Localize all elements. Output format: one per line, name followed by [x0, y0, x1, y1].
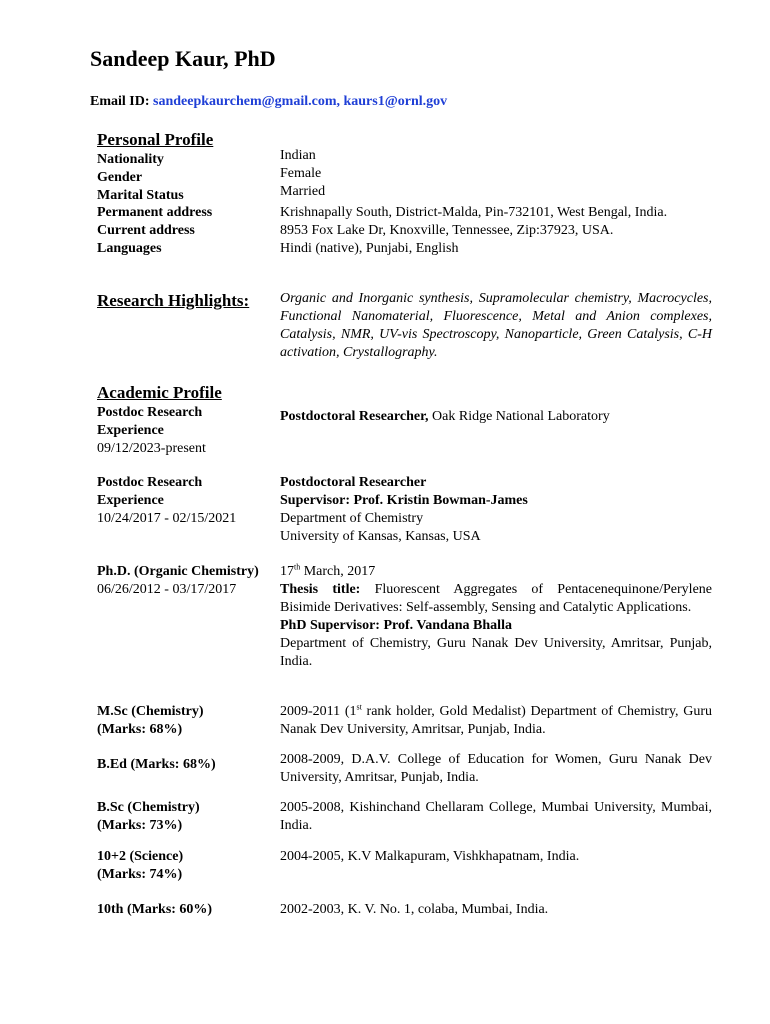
postdoc-ornl-dates: 09/12/2023-present — [97, 441, 206, 456]
tenth-text: 2002-2003, K. V. No. 1, colaba, Mumbai, India. — [280, 902, 549, 917]
msc-label: M.Sc (Chemistry) — [97, 704, 204, 719]
profile-value-gender: Female — [280, 166, 322, 181]
academic-profile-title: Academic Profile — [97, 383, 222, 402]
phd-date-day: 17 — [280, 564, 294, 579]
postdoc-kansas-left — [97, 474, 267, 528]
msc-text-a: 2009-2011 (1 — [280, 704, 357, 719]
postdoc-ornl-label: Postdoc Research Experience — [97, 405, 203, 438]
phd-right — [280, 563, 712, 671]
postdoc-ornl-left — [97, 404, 267, 458]
personal-profile-title: Personal Profile — [97, 130, 214, 149]
bsc-text: 2005-2008, Kishinchand Chellaram College, Mumbai University, Mumbai, India. — [280, 800, 712, 833]
twelfth-marks: (Marks: 74%) — [97, 867, 183, 882]
msc-text-b: rank holder, Gold Medalist) Department of Chemistry, Guru Nanak Dev University, Amritsar, Punjab, India. — [280, 704, 712, 737]
profile-label-marital-status: Marital Status — [97, 188, 184, 203]
phd-supervisor: PhD Supervisor: Prof. Vandana Bhalla — [280, 618, 512, 633]
tenth-label: 10th (Marks: 60%) — [97, 902, 213, 917]
msc-marks: (Marks: 68%) — [97, 722, 183, 737]
profile-value-marital-status: Married — [280, 184, 326, 199]
phd-date-rest: March, 2017 — [300, 564, 376, 579]
bed-label: B.Ed (Marks: 68%) — [97, 757, 216, 772]
bed-text: 2008-2009, D.A.V. College of Education for Women, Guru Nanak Dev University, Amritsar, Punjab, India. — [280, 752, 712, 785]
phd-left — [97, 563, 267, 599]
phd-completion-date — [280, 563, 712, 581]
phd-dept: Department of Chemistry, Guru Nanak Dev University, Amritsar, Punjab, India. — [280, 636, 712, 669]
research-highlights-text: Organic and Inorganic synthesis, Supramolecular chemistry, Macrocycles, Functional Nanomaterial, Fluorescence, Metal and Anion complexes, Catalysis, NMR, UV-vis Spectroscopy, Nanoparticle, Green Catalysis, C-H activation, Crystallography. — [280, 291, 712, 360]
phd-label: Ph.D. (Organic Chemistry) — [97, 564, 259, 579]
postdoc-ornl-right — [280, 408, 712, 426]
msc-text-sup: st — [356, 702, 362, 712]
email-links[interactable]: sandeepkaurchem@gmail.com, kaurs1@ornl.gov — [153, 94, 448, 109]
profile-label-languages: Languages — [97, 241, 162, 256]
profile-value-languages: Hindi (native), Punjabi, English — [280, 241, 459, 256]
profile-label-permanent-address: Permanent address — [97, 205, 213, 220]
profile-label-current-address: Current address — [97, 223, 195, 238]
profile-label-gender: Gender — [97, 170, 143, 185]
postdoc-kansas-dates: 10/24/2017 - 02/15/2021 — [97, 511, 237, 526]
postdoc-kansas-supervisor: Supervisor: Prof. Kristin Bowman-James — [280, 493, 528, 508]
email-label: Email ID: — [90, 94, 150, 109]
twelfth-label: 10+2 (Science) — [97, 849, 184, 864]
postdoc-ornl-role: Postdoctoral Researcher, — [280, 409, 429, 424]
twelfth-text: 2004-2005, K.V Malkapuram, Vishkhapatnam, India. — [280, 849, 580, 864]
phd-thesis — [280, 581, 712, 617]
bsc-label: B.Sc (Chemistry) — [97, 800, 200, 815]
bsc-left — [97, 799, 267, 835]
research-highlights-title: Research Highlights: — [97, 291, 250, 310]
email-line — [90, 94, 447, 110]
msc-text — [280, 703, 712, 739]
postdoc-kansas-univ: University of Kansas, Kansas, USA — [280, 529, 481, 544]
phd-dates: 06/26/2012 - 03/17/2017 — [97, 582, 237, 597]
postdoc-kansas-label: Postdoc Research Experience — [97, 475, 203, 508]
bsc-marks: (Marks: 73%) — [97, 818, 183, 833]
phd-date-sup: th — [294, 562, 301, 572]
candidate-name: Sandeep Kaur, PhD — [90, 46, 276, 71]
postdoc-ornl-place: Oak Ridge National Laboratory — [428, 409, 610, 424]
phd-thesis-label: Thesis title: — [280, 582, 361, 597]
msc-left — [97, 703, 267, 739]
profile-value-nationality: Indian — [280, 148, 316, 163]
postdoc-kansas-role: Postdoctoral Researcher — [280, 475, 427, 490]
twelfth-left — [97, 848, 267, 884]
postdoc-kansas-dept: Department of Chemistry — [280, 511, 424, 526]
phd-thesis-text: Fluorescent Aggregates of Pentacenequinone/Perylene Bisimide Derivatives: Self-assembly, Sensing and Catalytic Applications. — [280, 582, 712, 615]
profile-label-nationality: Nationality — [97, 152, 164, 167]
profile-value-current-address: 8953 Fox Lake Dr, Knoxville, Tennessee, Zip:37923, USA. — [280, 223, 614, 238]
profile-value-permanent-address: Krishnapally South, District-Malda, Pin-732101, West Bengal, India. — [280, 205, 668, 220]
postdoc-kansas-right — [280, 474, 712, 546]
